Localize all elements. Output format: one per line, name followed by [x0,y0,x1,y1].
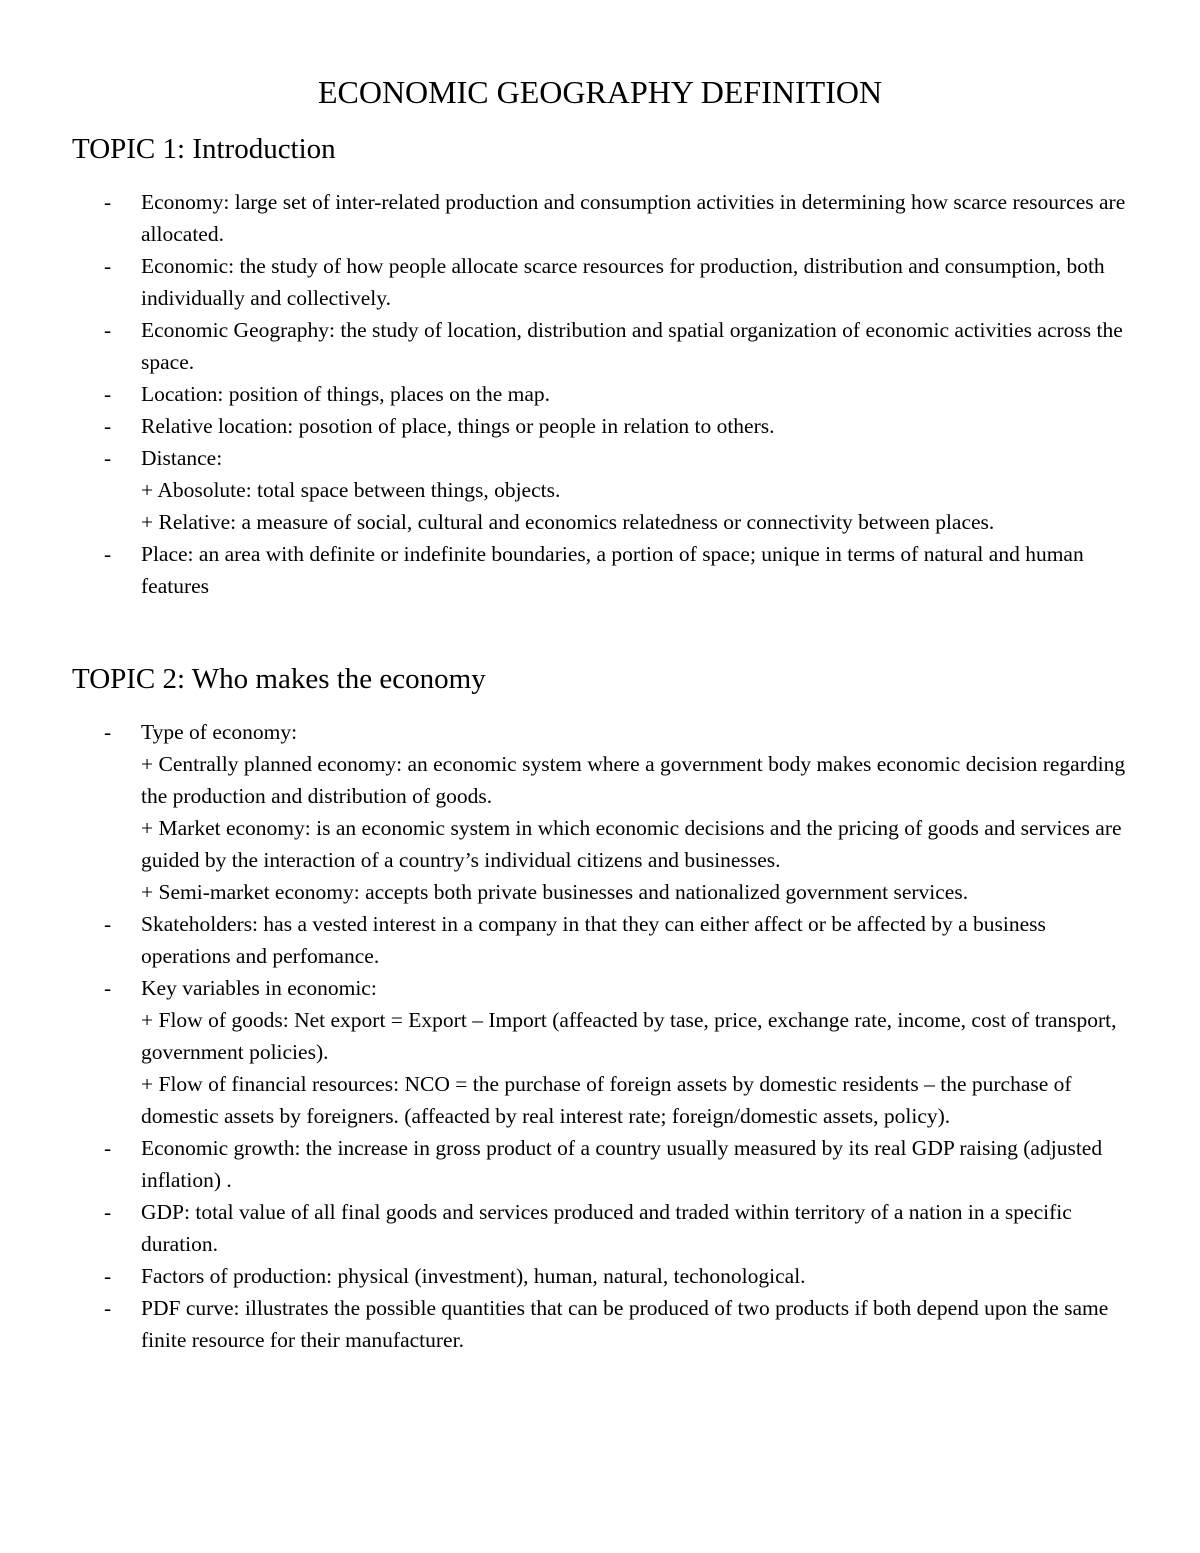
bullet-text: Economic Geography: the study of location, distribution and spatial organization of economic activities across the space. [141,318,1123,374]
bullet-text: Economic: the study of how people allocate scarce resources for production, distribution and consumption, both individually and collectively. [141,254,1105,310]
bullet-text: Location: position of things, places on the map. [141,382,551,406]
sub-point-text: + Semi-market economy: accepts both private businesses and nationalized government services. [141,880,969,904]
bullet-dash: - [104,720,112,744]
bullet-dash: - [104,976,112,1000]
list-item [0,250,1126,314]
bullet-text: Type of economy: [141,720,298,744]
list-item [0,1260,1126,1292]
list-item [0,378,1126,410]
list-item [0,314,1126,378]
sub-point-text: + Relative: a measure of social, cultural and economics relatedness or connectivity between places. [141,510,995,534]
list-item [0,1292,1126,1356]
sub-point-text: + Flow of goods: Net export = Export – Import (affeacted by tase, price, exchange rate, income, cost of transport, government policies). [141,1008,1117,1064]
list-item [0,716,1126,908]
bullet-dash: - [104,1296,112,1320]
bullet-text: Place: an area with definite or indefinite boundaries, a portion of space; unique in terms of natural and human features [141,542,1084,598]
document-title: ECONOMIC GEOGRAPHY DEFINITION [317,74,883,110]
bullet-text: Factors of production: physical (investment), human, natural, techonological. [141,1264,806,1288]
bullet-text: Economic growth: the increase in gross product of a country usually measured by its real GDP raising (adjusted inflation) . [141,1136,1103,1192]
list-item [0,410,1126,442]
bullet-dash: - [104,912,112,936]
topic-2-list [0,716,1200,1356]
list-item [0,908,1126,972]
bullet-dash: - [104,1200,112,1224]
bullet-text: Relative location: posotion of place, things or people in relation to others. [141,414,775,438]
topic-1-heading: TOPIC 1: Introduction [72,133,336,165]
list-item [0,972,1126,1132]
list-item [0,1132,1126,1196]
topic-1-list [0,186,1200,602]
list-item [0,1196,1126,1260]
bullet-dash: - [104,190,112,214]
bullet-dash: - [104,542,112,566]
bullet-text: Key variables in economic: [141,976,377,1000]
bullet-text: GDP: total value of all final goods and services produced and traded within territory of a nation in a specific duration. [141,1200,1072,1256]
bullet-dash: - [104,1264,112,1288]
bullet-dash: - [104,414,112,438]
bullet-dash: - [104,1136,112,1160]
sub-point-text: + Centrally planned economy: an economic system where a government body makes economic decision regarding the production and distribution of goods. [141,752,1126,808]
sub-point-text: + Abosolute: total space between things, objects. [141,478,561,502]
bullet-text: PDF curve: illustrates the possible quantities that can be produced of two products if both depend upon the same finite resource for their manufacturer. [141,1296,1109,1352]
list-item [0,538,1126,602]
bullet-dash: - [104,382,112,406]
bullet-dash: - [104,318,112,342]
sub-point-text: + Flow of financial resources: NCO = the purchase of foreign assets by domestic residents – the purchase of domestic assets by foreigners. (affeacted by real interest rate; foreign/domestic assets, policy). [141,1072,1072,1128]
list-item [0,186,1126,250]
bullet-text: Economy: large set of inter-related production and consumption activities in determining how scarce resources are allocated. [141,190,1126,246]
topic-2-heading: TOPIC 2: Who makes the economy [72,663,486,695]
bullet-dash: - [104,446,112,470]
bullet-text: Skateholders: has a vested interest in a company in that they can either affect or be affected by a business operations and perfomance. [141,912,1046,968]
sub-point-text: + Market economy: is an economic system in which economic decisions and the pricing of goods and services are guided by the interaction of a country’s individual citizens and businesses. [141,816,1122,872]
bullet-dash: - [104,254,112,278]
bullet-text: Distance: [141,446,223,470]
list-item [0,442,1126,538]
